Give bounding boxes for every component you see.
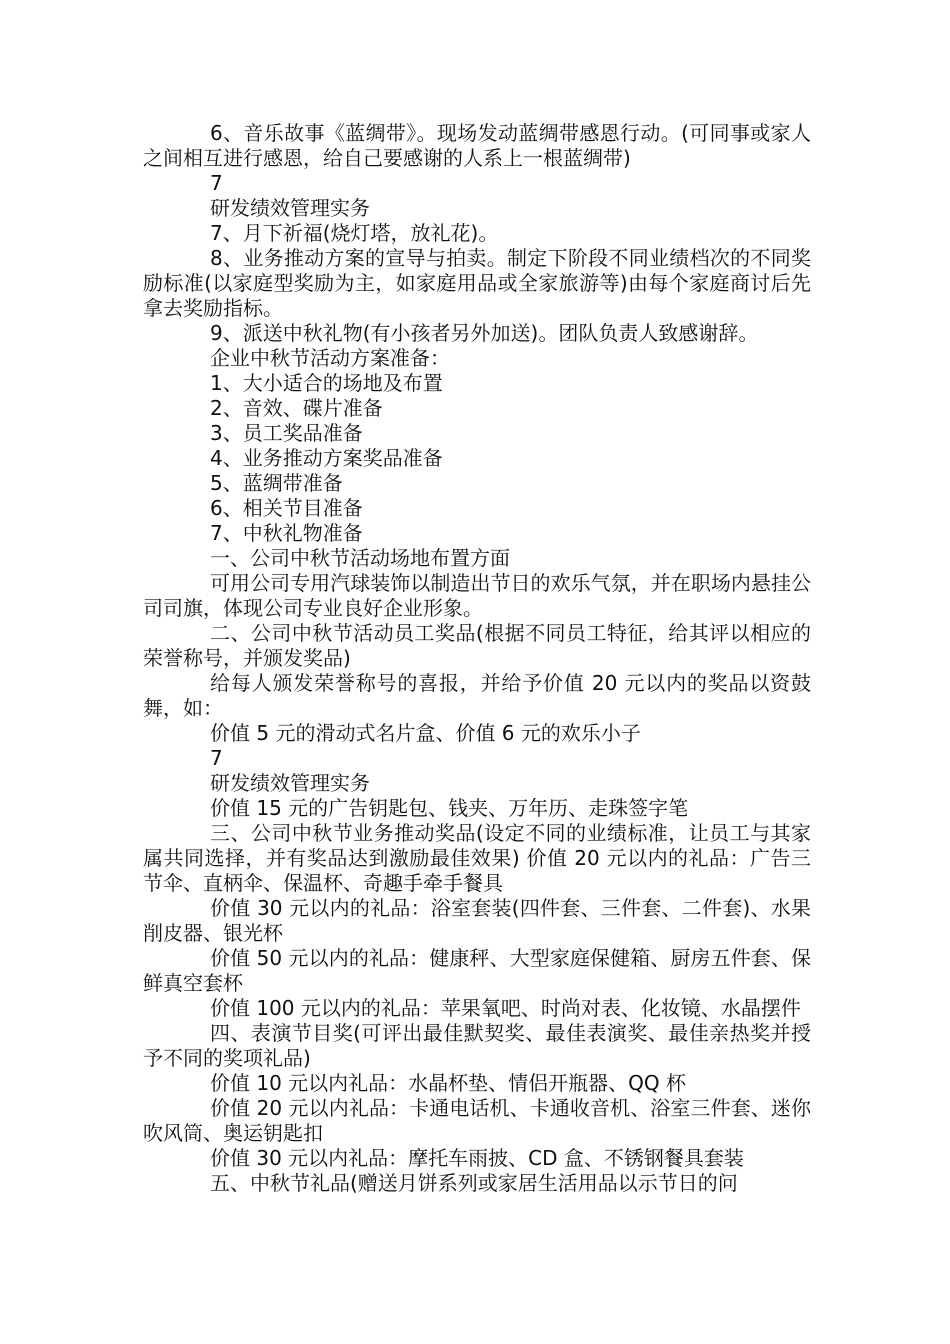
paragraph: 价值 30 元以内的礼品：浴室套装(四件套、三件套、二件套)、水果削皮器、银光杯 [143,896,811,945]
page-number: 7 [210,171,223,195]
list-item: 2、音效、碟片准备 [210,396,383,420]
paragraph: 价值 30 元以内礼品：摩托车雨披、CD 盒、不锈钢餐具套装 [210,1146,744,1170]
paragraph: 价值 100 元以内的礼品：苹果氧吧、时尚对表、化妆镜、水晶摆件 [210,996,801,1020]
section-heading: 二、公司中秋节活动员工奖品(根据不同员工特征，给其评以相应的荣誉称号，并颁发奖品) [143,621,811,670]
page-number: 7 [210,746,223,770]
paragraph: 价值 15 元的广告钥匙包、钱夹、万年历、走珠签字笔 [210,796,689,820]
paragraph: 8、业务推动方案的宣导与拍卖。制定下阶段不同业绩档次的不同奖励标准(以家庭型奖励为主，如家庭用品或全家旅游等)由每个家庭商讨后先拿去奖励指标。 [143,246,811,320]
paragraph: 价值 20 元以内礼品：卡通电话机、卡通收音机、浴室三件套、迷你吹风筒、奥运钥匙扣 [143,1096,811,1145]
paragraph: 6、音乐故事《蓝绸带》。现场发动蓝绸带感恩行动。(可同事或家人之间相互进行感恩，给自己要感谢的人系上一根蓝绸带) [143,121,811,170]
paragraph: 9、派送中秋礼物(有小孩者另外加送)。团队负责人致感谢辞。 [210,321,759,345]
paragraph: 可用公司专用汽球装饰以制造出节日的欢乐气氛，并在职场内悬挂公司司旗，体现公司专业良好企业形象。 [143,571,811,620]
section-heading: 企业中秋节活动方案准备： [210,346,450,370]
paragraph: 价值 10 元以内礼品：水晶杯垫、情侣开瓶器、QQ 杯 [210,1071,687,1095]
running-header: 研发绩效管理实务 [210,771,370,795]
paragraph: 价值 5 元的滑动式名片盒、价值 6 元的欢乐小子 [210,721,641,745]
list-item: 6、相关节目准备 [210,496,363,520]
section-heading: 三、公司中秋节业务推动奖品(设定不同的业绩标准，让员工与其家属共同选择，并有奖品达到激励最佳效果) 价值 20 元以内的礼品：广告三节伞、直柄伞、保温杯、奇趣手牵手餐具 [143,821,811,895]
section-heading: 一、公司中秋节活动场地布置方面 [210,546,510,570]
section-heading: 五、中秋节礼品(赠送月饼系列或家居生活用品以示节日的问 [210,1171,738,1195]
list-item: 4、业务推动方案奖品准备 [210,446,443,470]
running-header: 研发绩效管理实务 [210,196,370,220]
paragraph: 7、月下祈福(烧灯塔，放礼花)。 [210,221,499,245]
list-item: 7、中秋礼物准备 [210,521,363,545]
section-heading: 四、表演节目奖(可评出最佳默契奖、最佳表演奖、最佳亲热奖并授予不同的奖项礼品) [143,1021,811,1070]
list-item: 1、大小适合的场地及布置 [210,371,443,395]
paragraph: 价值 50 元以内的礼品：健康秤、大型家庭保健箱、厨房五件套、保鲜真空套杯 [143,946,811,995]
list-item: 3、员工奖品准备 [210,421,363,445]
list-item: 5、蓝绸带准备 [210,471,343,495]
paragraph: 给每人颁发荣誉称号的喜报，并给予价值 20 元以内的奖品以资鼓舞，如： [143,671,811,720]
document-body [143,121,811,1196]
